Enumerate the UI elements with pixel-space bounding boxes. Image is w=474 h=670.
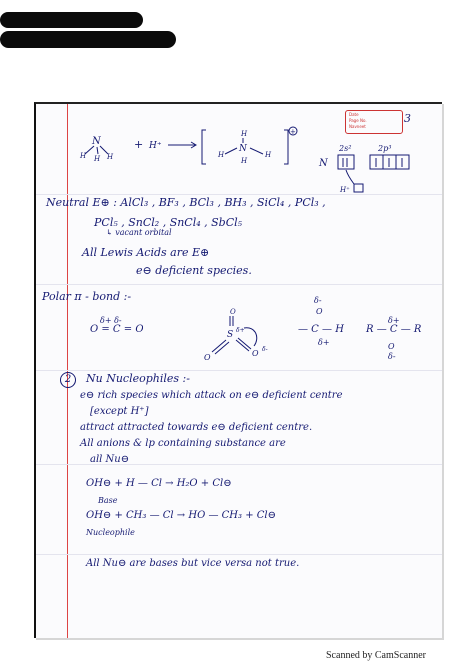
donation-arrow: [346, 170, 354, 184]
label-2s: 2s²: [339, 144, 352, 153]
co2-structure: O = C = O: [90, 324, 144, 335]
scanner-footer: Scanned by CamScanner: [326, 650, 426, 661]
equation-2: OH⊖ + CH₃ — Cl → HO — CH₃ + Cl⊖: [86, 510, 276, 521]
product-h: H: [265, 151, 272, 159]
so2-delta-plus: δ+: [236, 327, 245, 334]
ammonia-h: H: [107, 153, 114, 161]
reaction-arrow: [168, 142, 196, 148]
product-n: N: [239, 144, 247, 154]
rule-line: [36, 554, 442, 555]
so2-curved-arrow: [244, 328, 257, 346]
so2-o-right: O: [252, 349, 259, 358]
ammonia-reaction-diagram: [36, 104, 442, 194]
nucleophile-definition: e⊖ rich species which attack on e⊖ deficient centre: [80, 390, 343, 401]
product-h: H: [241, 157, 248, 165]
ch-delta-minus: δ-: [314, 296, 322, 305]
nucleophile-bullet-1: attract attracted towards e⊖ deficient centre.: [80, 422, 313, 433]
product-h: H: [218, 151, 225, 159]
nucleophile-bullet-2: All anions & lp containing substance are: [80, 438, 286, 449]
redaction-bar-top: [0, 12, 143, 28]
orbital-box-2s: [338, 155, 354, 169]
ch-delta-plus: δ+: [318, 338, 330, 347]
nucleophile-bullet-2b: all Nu⊖: [90, 454, 130, 465]
base-label: Base: [98, 496, 118, 505]
ammonia-h: H: [94, 155, 101, 163]
plus-sign: +: [134, 138, 144, 151]
carbonyl-delta-minus: δ-: [388, 352, 396, 361]
co2-charges: δ+ δ-: [100, 316, 122, 325]
orbital-n: N: [319, 158, 328, 169]
equation-1: OH⊖ + H — Cl → H₂O + Cl⊖: [86, 478, 232, 489]
brand-label: Navneet: [349, 124, 366, 129]
ch-o: O: [316, 307, 323, 316]
page-number: 3: [404, 112, 411, 125]
notebook-page: [34, 102, 442, 638]
page-label: Page No.: [349, 118, 367, 123]
vacant-orbital-note: ↳ vacant orbital: [106, 228, 172, 237]
polar-pi-bond-heading: Polar π - bond :-: [42, 290, 132, 303]
charge-sign: +: [290, 128, 296, 136]
so2-bonds: [212, 338, 251, 354]
so2-structure: [196, 304, 316, 374]
redaction-bar-bottom: [0, 31, 176, 48]
carbonyl-structure: R — C — R: [366, 324, 422, 335]
so2-double-bond-top: [230, 316, 233, 326]
carbonyl-o: O: [388, 342, 395, 351]
carbonyl-delta-plus: δ+: [388, 316, 400, 325]
nucleophile-exception: [except H⁺]: [90, 406, 149, 417]
orbital-h: H⁺: [340, 186, 350, 194]
date-label: Date: [349, 112, 359, 117]
label-2p: 2p³: [378, 144, 392, 153]
product-h: H: [241, 130, 248, 138]
empty-orbital-box: [354, 184, 363, 192]
lewis-acids-line: All Lewis Acids are E⊕: [82, 246, 210, 259]
neutral-electrophiles-line-2: PCl₅ , SnCl₂ , SnCl₄ , SbCl₅: [94, 216, 243, 229]
ammonia-n: N: [92, 136, 101, 147]
section-number: 2: [60, 372, 76, 388]
so2-o-top: O: [230, 308, 236, 316]
neutral-electrophiles-line: Neutral E⊕ : AlCl₃ , BF₃ , BCl₃ , BH₃ , SiCl₄ , PCl₃ ,: [46, 196, 326, 209]
nucleophiles-heading: Nu Nucleophiles :-: [86, 372, 190, 385]
rule-line: [36, 284, 442, 285]
so2-o-left: O: [204, 353, 211, 362]
ammonia-bonds: [85, 146, 108, 154]
deficient-species-line: e⊖ deficient species.: [136, 264, 252, 277]
so2-s: S: [227, 330, 234, 340]
conclusion-line: All Nu⊖ are bases but vice versa not true.: [86, 558, 300, 569]
rule-line: [36, 194, 442, 195]
electron-arrows: [343, 158, 402, 167]
ch-fragment: — C — H: [298, 324, 344, 335]
ammonia-h: H: [80, 152, 87, 160]
so2-delta-minus: δ-: [262, 346, 268, 353]
proton: H⁺: [149, 141, 162, 151]
nucleophile-label: Nucleophile: [86, 528, 135, 537]
